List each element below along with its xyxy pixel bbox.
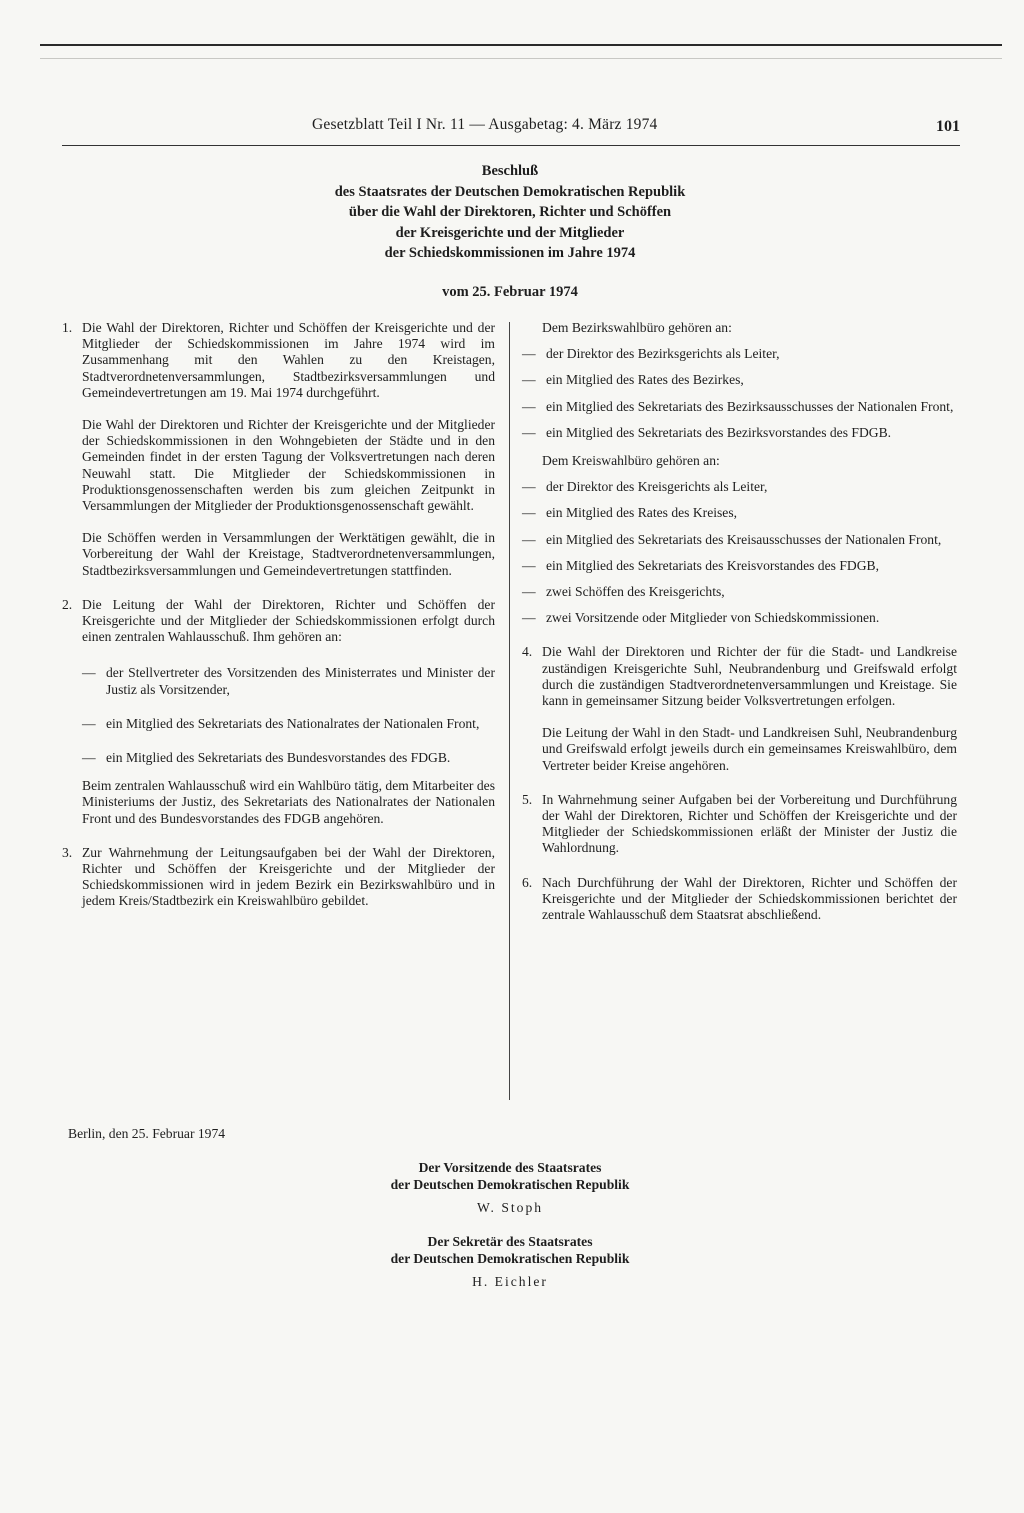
- top-border-rule-thin: [40, 58, 1002, 59]
- dash-bullet: —: [82, 715, 96, 731]
- paragraph: Nach Durchführung der Wahl der Direktoren, Richter und Schöffen der Kreisgerichte und der Mitglieder der Schiedskommissionen berichtet der zentrale Wahlausschuß dem Staatsrat abschließend.: [542, 874, 957, 923]
- right-column: [522, 320, 957, 923]
- section-number: 2.: [62, 596, 73, 612]
- dash-bullet: —: [522, 610, 536, 626]
- paragraph: In Wahrnehmung seiner Aufgaben bei der Vorbereitung und Durchführung der Wahl der Direktoren, Richter und Schöffen der Kreisgerichte und der Mitglieder der Schiedskommissionen erläßt der Minister der Justiz die Wahlordnung.: [542, 791, 957, 856]
- place-date: Berlin, den 25. Februar 1974: [68, 1126, 226, 1141]
- list-item: [522, 584, 957, 600]
- dash-bullet: —: [522, 372, 536, 388]
- list-item-text: der Stellvertreter des Vorsitzenden des Ministerrates und Minister der Justiz als Vorsitzender,: [106, 665, 495, 697]
- section-number: 4.: [522, 644, 533, 660]
- dash-bullet: —: [82, 750, 96, 766]
- list-item-text: der Direktor des Bezirksgerichts als Leiter,: [546, 346, 780, 362]
- signature-title: Der Vorsitzende des Staatsrates: [418, 1160, 602, 1175]
- dash-bullet: —: [522, 398, 536, 414]
- list-item: [522, 505, 957, 521]
- paragraph: Die Leitung der Wahl der Direktoren, Richter und Schöffen der Kreisgerichte und der Mitglieder der Schiedskommissionen erfolgt durch einen zentralen Wahlausschuß. Ihm gehören an:: [82, 596, 495, 645]
- section-6: [522, 875, 957, 924]
- signature-name: W. Stoph: [476, 1200, 544, 1215]
- section-3: [62, 845, 495, 910]
- dash-bullet: —: [522, 531, 536, 547]
- dash-bullet: —: [522, 584, 536, 600]
- column-divider: [509, 322, 510, 1100]
- document-date: vom 25. Februar 1974: [442, 284, 578, 300]
- left-column: [62, 320, 495, 910]
- signature-title: der Deutschen Demokratischen Republik: [390, 1176, 630, 1192]
- list-item: [522, 372, 957, 388]
- signature-block-secretary: [300, 1234, 720, 1291]
- section-5: [522, 792, 957, 857]
- list-item: [82, 750, 495, 766]
- header-rule: [62, 145, 960, 146]
- section-1: [62, 320, 495, 579]
- list-item: [82, 716, 495, 732]
- paragraph: Die Leitung der Wahl in den Stadt- und Landkreisen Suhl, Neubrandenburg und Greifswald erfolgt jeweils durch ein gemeinsames Kreiswahlbüro, dem Vertreter beider Kreise angehören.: [542, 725, 957, 773]
- list-item: [522, 399, 957, 415]
- list-item-text: ein Mitglied des Sekretariats des Bundesvorstandes des FDGB.: [106, 750, 451, 766]
- section-number: 5.: [522, 791, 533, 807]
- kreis-intro: Dem Kreiswahlbüro gehören an:: [542, 453, 720, 469]
- list-item-text: zwei Vorsitzende oder Mitglieder von Schiedskommissionen.: [546, 610, 880, 626]
- title-line: der Kreisgerichte und der Mitglieder: [395, 224, 625, 241]
- signature-title: Der Sekretär des Staatsrates: [427, 1234, 593, 1249]
- page-number: 101: [936, 118, 960, 135]
- paragraph: Die Wahl der Direktoren und Richter der Kreisgerichte und der Mitglieder der Schiedskommissionen in den Wohngebieten der Städte und in den Gemeinden findet in der ersten Tagung der Volksvertretungen nach deren Neuwahl statt. Die Mitglieder der Schiedskommissionen in Produktionsgenossenschaften werden bis zum gleichen Zeitpunkt in Versammlungen der Mitglieder der Produktionsgenossenschaft gewählt.: [82, 417, 495, 514]
- header-text: Gesetzblatt Teil I Nr. 11 — Ausgabetag: 4. März 1974: [312, 116, 658, 133]
- paragraph: Die Wahl der Direktoren, Richter und Schöffen der Kreisgerichte und der Mitglieder der Schiedskommissionen im Jahre 1974 wird im Zusammenhang mit den Wahlen zu den Kreistagen, Stadtverordnetenversammlungen, Stadtbezirksversammlungen und Gemeindevertretungen am 19. Mai 1974 durchgeführt.: [82, 320, 495, 400]
- dash-bullet: —: [522, 479, 536, 495]
- signature-block-chairman: [300, 1160, 720, 1217]
- list-item: [522, 479, 957, 495]
- page-header: [62, 116, 960, 144]
- list-item-text: ein Mitglied des Sekretariats des Bezirksausschusses der Nationalen Front,: [546, 398, 954, 414]
- list-item: [522, 346, 957, 362]
- top-border-rule: [40, 44, 1002, 46]
- list-item-text: ein Mitglied des Sekretariats des Kreisausschusses der Nationalen Front,: [546, 531, 942, 547]
- list-item-text: ein Mitglied des Sekretariats des Kreisvorstandes des FDGB,: [546, 557, 879, 573]
- list-item: [522, 532, 957, 548]
- list-item: [82, 665, 495, 697]
- list-item-text: ein Mitglied des Rates des Kreises,: [546, 505, 738, 521]
- dash-bullet: —: [522, 557, 536, 573]
- paragraph: Die Wahl der Direktoren und Richter der für die Stadt- und Landkreise zuständigen Kreisgerichte Suhl, Neubrandenburg und Greifswald erfolgt durch die zuständigen Stadtverordnetenversammlungen und Kreistage. Sie kann in gemeinsamer Sitzung beider Volksvertretungen erfolgen.: [542, 644, 957, 709]
- bezirk-intro: Dem Bezirkswahlbüro gehören an:: [542, 320, 732, 335]
- section-4: [522, 644, 957, 773]
- dash-bullet: —: [522, 424, 536, 440]
- section-2: [62, 597, 495, 827]
- dash-bullet: —: [522, 346, 536, 362]
- title-line: über die Wahl der Direktoren, Richter und Schöffen: [348, 204, 672, 221]
- list-item-text: der Direktor des Kreisgerichts als Leiter,: [546, 479, 768, 495]
- list-item-text: ein Mitglied des Rates des Bezirkes,: [546, 372, 744, 388]
- document-title: [200, 161, 820, 264]
- paragraph: Die Schöffen werden in Versammlungen der Werktätigen gewählt, die in Vorbereitung der Wahl der Kreistage, Stadtverordnetenversammlungen, Stadtbezirksversammlungen und Gemeindevertretungen stattfinden.: [82, 530, 495, 578]
- list-item-text: zwei Schöffen des Kreisgerichts,: [546, 584, 725, 600]
- list-item: [522, 425, 957, 441]
- list-item-text: ein Mitglied des Sekretariats des Bezirksvorstandes des FDGB.: [546, 424, 892, 440]
- section-number: 3.: [62, 844, 73, 860]
- paragraph: Zur Wahrnehmung der Leitungsaufgaben bei der Wahl der Direktoren, Richter und Schöffen der Kreisgerichte und der Mitglieder der Schiedskommissionen wird in jedem Bezirk ein Bezirkswahlbüro und in jedem Kreis/Stadtbezirk ein Kreiswahlbüro gebildet.: [82, 844, 495, 909]
- paragraph: Beim zentralen Wahlausschuß wird ein Wahlbüro tätig, dem Mitarbeiter des Ministeriums der Justiz, des Sekretariats des Nationalrates der Nationalen Front und des Bundesvorstandes des FDGB angehören.: [82, 778, 495, 826]
- dash-bullet: —: [82, 665, 96, 681]
- section-number: 6.: [522, 874, 533, 890]
- signature-name: H. Eichler: [472, 1274, 548, 1289]
- title-line: der Schiedskommissionen im Jahre 1974: [384, 245, 636, 262]
- title-line: des Staatsrates der Deutschen Demokratischen Republik: [334, 183, 686, 200]
- title-line: Beschluß: [481, 163, 539, 179]
- list-item-text: ein Mitglied des Sekretariats des Nationalrates der Nationalen Front,: [106, 715, 480, 731]
- signature-title: der Deutschen Demokratischen Republik: [390, 1250, 630, 1266]
- list-item: [522, 610, 957, 626]
- section-number: 1.: [62, 320, 73, 335]
- list-item: [522, 558, 957, 574]
- dash-bullet: —: [522, 505, 536, 521]
